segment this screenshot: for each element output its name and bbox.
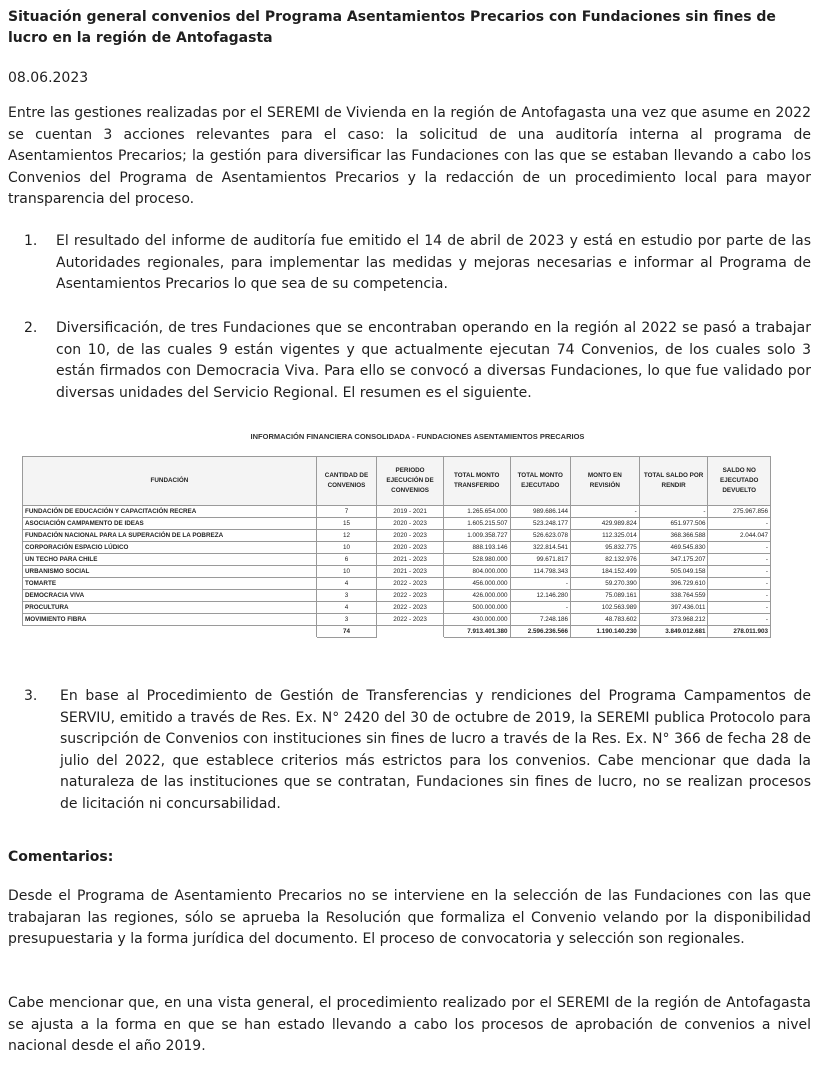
table-cell: 15 — [316, 518, 376, 530]
table-cell: - — [639, 506, 708, 518]
table-cell: UN TECHO PARA CHILE — [23, 554, 317, 566]
table-cell: 1.009.358.727 — [443, 530, 510, 542]
table-cell: - — [708, 614, 771, 626]
table-total-cell: 2.596.236.566 — [510, 626, 570, 638]
document-date: 08.06.2023 — [8, 70, 89, 86]
intro-paragraph: Entre las gestiones realizadas por el SEREMI de Vivienda en la región de Antofagasta una vez que asume en 2022 se cuentan 3 acciones relevantes para el caso: la solicitud de una auditoría interna al programa de Asentamientos Precarios; la gestión para diversificar las Fundaciones con las que se estaban llevando a cabo los Convenios del Programa de Asentamientos Precarios y la redacción de un procedimiento local para mayor transparencia del proceso. — [8, 105, 811, 207]
table-cell: 7 — [316, 506, 376, 518]
table-cell: 505.049.158 — [639, 566, 708, 578]
table-cell: 275.967.856 — [708, 506, 771, 518]
table-cell: 6 — [316, 554, 376, 566]
table-cell: - — [708, 542, 771, 554]
table-cell: 10 — [316, 542, 376, 554]
table-cell: MOVIMIENTO FIBRA — [23, 614, 317, 626]
table-cell: 10 — [316, 566, 376, 578]
table-cell: 2020 - 2023 — [377, 530, 444, 542]
table-cell: 888.193.146 — [443, 542, 510, 554]
comments-heading: Comentarios: — [8, 849, 114, 865]
table-cell: CORPORACIÓN ESPACIO LÚDICO — [23, 542, 317, 554]
table-cell: 2022 - 2023 — [377, 590, 444, 602]
header-cantidad: CANTIDAD DE CONVENIOS — [316, 457, 376, 506]
table-cell: 651.977.506 — [639, 518, 708, 530]
table-cell: 456.000.000 — [443, 578, 510, 590]
table-cell: 99.671.817 — [510, 554, 570, 566]
table-cell: 48.783.602 — [570, 614, 639, 626]
table-total-cell — [377, 626, 444, 638]
table-total-cell: 278.011.903 — [708, 626, 771, 638]
table-cell: PROCULTURA — [23, 602, 317, 614]
table-cell: 347.175.207 — [639, 554, 708, 566]
table-cell: 1.605.215.507 — [443, 518, 510, 530]
table-total-row — [23, 626, 771, 638]
header-saldo: TOTAL SALDO POR RENDIR — [639, 457, 708, 506]
table-row — [23, 506, 771, 518]
header-transferido: TOTAL MONTO TRANSFERIDO — [443, 457, 510, 506]
table-row — [23, 530, 771, 542]
table-total-cell: 3.849.012.681 — [639, 626, 708, 638]
table-cell: 112.325.014 — [570, 530, 639, 542]
table-cell: 2020 - 2023 — [377, 518, 444, 530]
financial-table — [22, 456, 771, 638]
table-cell: - — [510, 602, 570, 614]
table-cell: 2019 - 2021 — [377, 506, 444, 518]
table-cell: 102.563.989 — [570, 602, 639, 614]
list-number: 1. — [24, 233, 38, 249]
table-cell: 59.270.390 — [570, 578, 639, 590]
table-cell: TOMARTE — [23, 578, 317, 590]
table-total-cell — [23, 626, 317, 638]
document-title: Situación general convenios del Programa Asentamientos Precarios con Fundaciones sin fines de lucro en la región de Antofagasta — [8, 9, 776, 46]
table-cell: URBANISMO SOCIAL — [23, 566, 317, 578]
table-cell: 95.832.775 — [570, 542, 639, 554]
list-text: El resultado del informe de auditoría fue emitido el 14 de abril de 2023 y está en estudio por parte de las Autoridades regionales, para implementar las medidas y mejoras necesarias e informar al Programa de Asentamientos Precarios lo que sea de su competencia. — [56, 233, 811, 292]
table-cell: 397.436.011 — [639, 602, 708, 614]
table-cell: 500.000.000 — [443, 602, 510, 614]
table-cell: 2022 - 2023 — [377, 614, 444, 626]
table-cell: 2022 - 2023 — [377, 602, 444, 614]
table-row — [23, 518, 771, 530]
table-cell: 396.729.610 — [639, 578, 708, 590]
table-cell: - — [510, 578, 570, 590]
table-cell: - — [708, 602, 771, 614]
table-cell: 368.366.588 — [639, 530, 708, 542]
table-cell: - — [708, 554, 771, 566]
table-cell: 2020 - 2023 — [377, 542, 444, 554]
table-cell: DEMOCRACIA VIVA — [23, 590, 317, 602]
table-cell: - — [708, 518, 771, 530]
table-cell: - — [708, 590, 771, 602]
table-cell: 469.545.830 — [639, 542, 708, 554]
comment-paragraph: Desde el Programa de Asentamiento Precarios no se interviene en la selección de las Fundaciones con las que trabajaran las regiones, sólo se aprueba la Resolución que formaliza el Convenio velando por la disponibilidad presupuestaria y la forma jurídica del documento. El proceso de convocatoria y selección son regionales. — [8, 888, 811, 947]
table-cell: 2022 - 2023 — [377, 578, 444, 590]
header-fundacion: FUNDACIÓN — [23, 457, 317, 506]
list-number: 3. — [24, 688, 38, 704]
header-revision: MONTO EN REVISIÓN — [570, 457, 639, 506]
list-text: En base al Procedimiento de Gestión de Transferencias y rendiciones del Programa Campamentos de SERVIU, emitido a través de Res. Ex. N° 2420 del 30 de octubre de 2019, la SEREMI publica Protocolo para suscripción de Convenios con instituciones sin fines de lucro a través de la Res. Ex. N° 366 de fecha 28 de julio del 2022, que establece criterios más estrictos para los convenios. Cabe mencionar que dada la naturaleza de las instituciones que se contratan, Fundaciones sin fines de lucro, no se realizan procesos de licitación ni concursabilidad. — [60, 688, 811, 812]
table-cell: ASOCIACIÓN CAMPAMENTO DE IDEAS — [23, 518, 317, 530]
table-row — [23, 614, 771, 626]
table-cell: 12 — [316, 530, 376, 542]
table-cell: 3 — [316, 614, 376, 626]
table-cell: 12.146.280 — [510, 590, 570, 602]
table-cell: 426.000.000 — [443, 590, 510, 602]
table-cell: 989.686.144 — [510, 506, 570, 518]
table-cell: 2021 - 2023 — [377, 566, 444, 578]
table-cell: 2.044.047 — [708, 530, 771, 542]
table-row — [23, 542, 771, 554]
table-row — [23, 590, 771, 602]
table-row — [23, 578, 771, 590]
table-row — [23, 554, 771, 566]
table-cell: 4 — [316, 602, 376, 614]
comment-paragraph: Cabe mencionar que, en una vista general, el procedimiento realizado por el SEREMI de la región de Antofagasta se ajusta a la forma en que se han estado llevando a cabo los procesos de aprobación de convenios a nivel nacional desde el año 2019. — [8, 995, 811, 1054]
table-cell: - — [708, 566, 771, 578]
table-cell: 804.000.000 — [443, 566, 510, 578]
table-cell: 526.623.078 — [510, 530, 570, 542]
table-cell: 373.968.212 — [639, 614, 708, 626]
header-devuelto: SALDO NO EJECUTADO DEVUELTO — [708, 457, 771, 506]
table-total-cell: 7.913.401.380 — [443, 626, 510, 638]
table-cell: 7.248.186 — [510, 614, 570, 626]
table-cell: FUNDACIÓN DE EDUCACIÓN Y CAPACITACIÓN RECREA — [23, 506, 317, 518]
table-cell: 338.764.559 — [639, 590, 708, 602]
table-cell: - — [708, 578, 771, 590]
table-cell: FUNDACIÓN NACIONAL PARA LA SUPERACIÓN DE LA POBREZA — [23, 530, 317, 542]
table-cell: 75.089.161 — [570, 590, 639, 602]
table-total-cell: 1.190.140.230 — [570, 626, 639, 638]
table-row — [23, 602, 771, 614]
table-cell: 114.798.343 — [510, 566, 570, 578]
list-number: 2. — [24, 320, 38, 336]
table-cell: 322.814.541 — [510, 542, 570, 554]
table-cell: 1.265.654.000 — [443, 506, 510, 518]
table-cell: - — [570, 506, 639, 518]
table-cell: 3 — [316, 590, 376, 602]
table-total-cell: 74 — [316, 626, 376, 638]
table-title: INFORMACIÓN FINANCIERA CONSOLIDADA - FUNDACIONES ASENTAMIENTOS PRECARIOS — [250, 432, 585, 441]
table-cell: 523.248.177 — [510, 518, 570, 530]
header-ejecutado: TOTAL MONTO EJECUTADO — [510, 457, 570, 506]
table-cell: 184.152.499 — [570, 566, 639, 578]
table-cell: 528.980.000 — [443, 554, 510, 566]
table-cell: 4 — [316, 578, 376, 590]
header-periodo: PERIODO EJECUCIÓN DE CONVENIOS — [377, 457, 444, 506]
table-cell: 82.132.976 — [570, 554, 639, 566]
table-cell: 430.000.000 — [443, 614, 510, 626]
table-row — [23, 566, 771, 578]
table-cell: 429.989.824 — [570, 518, 639, 530]
list-text: Diversificación, de tres Fundaciones que se encontraban operando en la región al 2022 se pasó a trabajar con 10, de las cuales 9 están vigentes y que actualmente ejecutan 74 Convenios, de los cuales solo 3 están firmados con Democracia Viva. Para ello se convocó a diversas Fundaciones, lo que fue validado por diversas unidades del Servicio Regional. El resumen es el siguiente. — [56, 320, 811, 401]
table-header-row — [23, 457, 771, 506]
table-cell: 2021 - 2023 — [377, 554, 444, 566]
